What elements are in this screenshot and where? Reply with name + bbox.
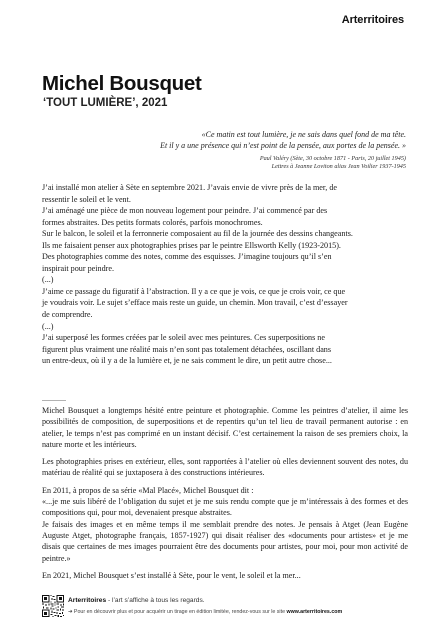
- footer-cta: [68, 609, 342, 615]
- bio-quote: Je faisais des images et en même temps il me semblait prendre des notes. Je pensais à Atget (Jean Eugène Auguste Atget, photographe français, 1857-1927) qui disait réaliser des «documents pour artistes» et je me disais que certaines de mes images pourraient être des documents pour artistes, pour moi, pour mon activité de peintre.»: [42, 519, 408, 563]
- statement-line: Ils me faisaient penser aux photographies prises par le peintre Ellsworth Kelly (1923-2015).: [42, 240, 341, 250]
- page-subtitle: ‘TOUT LUMIÈRE’, 2021: [43, 97, 168, 109]
- artist-statement: [42, 182, 407, 367]
- bio-paragraph: En 2011, à propos de sa série «Mal Placé», Michel Bousquet dit :: [42, 485, 254, 495]
- statement-line: un entre-deux, où il y a de la lumière et, je ne sais comment le dire, un petit autre chose...: [42, 356, 332, 366]
- bio-paragraph: Michel Bousquet a longtemps hésité entre peinture et photographie. Comme les peintres d’atelier, il aime les possibilités de composition, de superpositions et de repentirs qu’un tel lieu de travail permanent autorise : en atelier, le temps n’est pas comprimé en un instant décisif. C’est certainement la raison de ses premiers choix, la nature morte et les intérieurs.: [42, 406, 408, 449]
- bio-quote: «...je me suis libéré de l’obligation du sujet et je me suis rendu compte que je m’intéressais à des formes et des compositions qui, pour moi, devenaient presque abstraites.: [42, 497, 408, 518]
- epigraph-line: «Ce matin est tout lumière, je ne sais dans quel fond de ma tête.: [201, 130, 406, 139]
- epigraph-attribution: [46, 155, 406, 171]
- statement-line: Des photographies comme des notes, comme des esquisses. J’imagine toujours qu’il s’en: [42, 252, 332, 262]
- statement-line: inspirait pour peindre.: [42, 263, 114, 273]
- epigraph-line: Et il y a une présence qui n’est point de la pensée, aux portes de la pensée. »: [160, 140, 406, 150]
- footer-website-link[interactable]: www.arterritoires.com: [286, 609, 343, 615]
- statement-line: J’ai installé mon atelier à Sète en septembre 2021. J’avais envie de vivre près de la mer, de: [42, 183, 337, 192]
- footer-cta-text: Pour en découvrir plus et pour acquérir un tirage en édition limitée, rendez-vous sur le site: [73, 609, 287, 615]
- statement-line: Sur le balcon, le soleil et la ferronnerie composaient au fil de la journée des dessins changeants.: [42, 229, 353, 239]
- attribution-line: Lettres à Jeanne Loviton alias Jean Voilier 1937-1945: [271, 163, 406, 171]
- statement-line: de comprendre.: [42, 310, 93, 320]
- statement-line: ressentir le soleil et le vent.: [42, 194, 131, 204]
- statement-line: formes abstraites. Des petits formats colorés, parfois monochromes.: [42, 217, 263, 227]
- section-separator: ............: [42, 394, 66, 403]
- brand-logo: Arterritoires: [341, 14, 404, 26]
- footer-tagline-text: - l’art s’affiche à tous les regards.: [106, 597, 205, 604]
- statement-line: J’ai superposé les formes créées par le soleil avec mes peintures. Ces superpositions ne: [42, 333, 325, 343]
- artist-bio: [42, 405, 408, 581]
- arrow-icon: ➜: [68, 609, 74, 615]
- statement-line: (...): [42, 275, 54, 285]
- bio-paragraph: En 2021, Michel Bousquet s’est installé à Sète, pour le vent, le soleil et la mer...: [42, 570, 301, 580]
- bio-paragraph: Les photographies prises en extérieur, elles, sont rapportées à l’atelier où elles deviennent souvent des notes, du matériau de réalité qui se juxtaposera à des constructions intérieures.: [42, 457, 408, 478]
- attribution-line: Paul Valéry (Sète, 30 octobre 1871 - Paris, 20 juillet 1945): [259, 155, 406, 162]
- footer-tagline: [68, 597, 205, 604]
- statement-line: je voudrais voir. Le sujet s’efface mais reste un guide, un chemin. Mon travail, c’est d’essayer: [42, 298, 348, 308]
- statement-line: J’ai aménagé une pièce de mon nouveau logement pour peindre. J’ai commencé par des: [42, 206, 328, 216]
- page-title: Michel Bousquet: [42, 72, 202, 95]
- qr-code-icon[interactable]: [42, 595, 64, 617]
- footer-brand: Arterritoires: [68, 597, 107, 604]
- statement-line: J’aime ce passage du figuratif à l’abstraction. Il y a ce que je vois, ce que je crois voir, ce que: [42, 286, 346, 296]
- statement-line: figurent plus vraiment une réalité mais n’en sont pas totalement détachées, oscillant dans: [42, 344, 332, 354]
- statement-line: (...): [42, 321, 54, 331]
- epigraph-quote: [46, 130, 406, 151]
